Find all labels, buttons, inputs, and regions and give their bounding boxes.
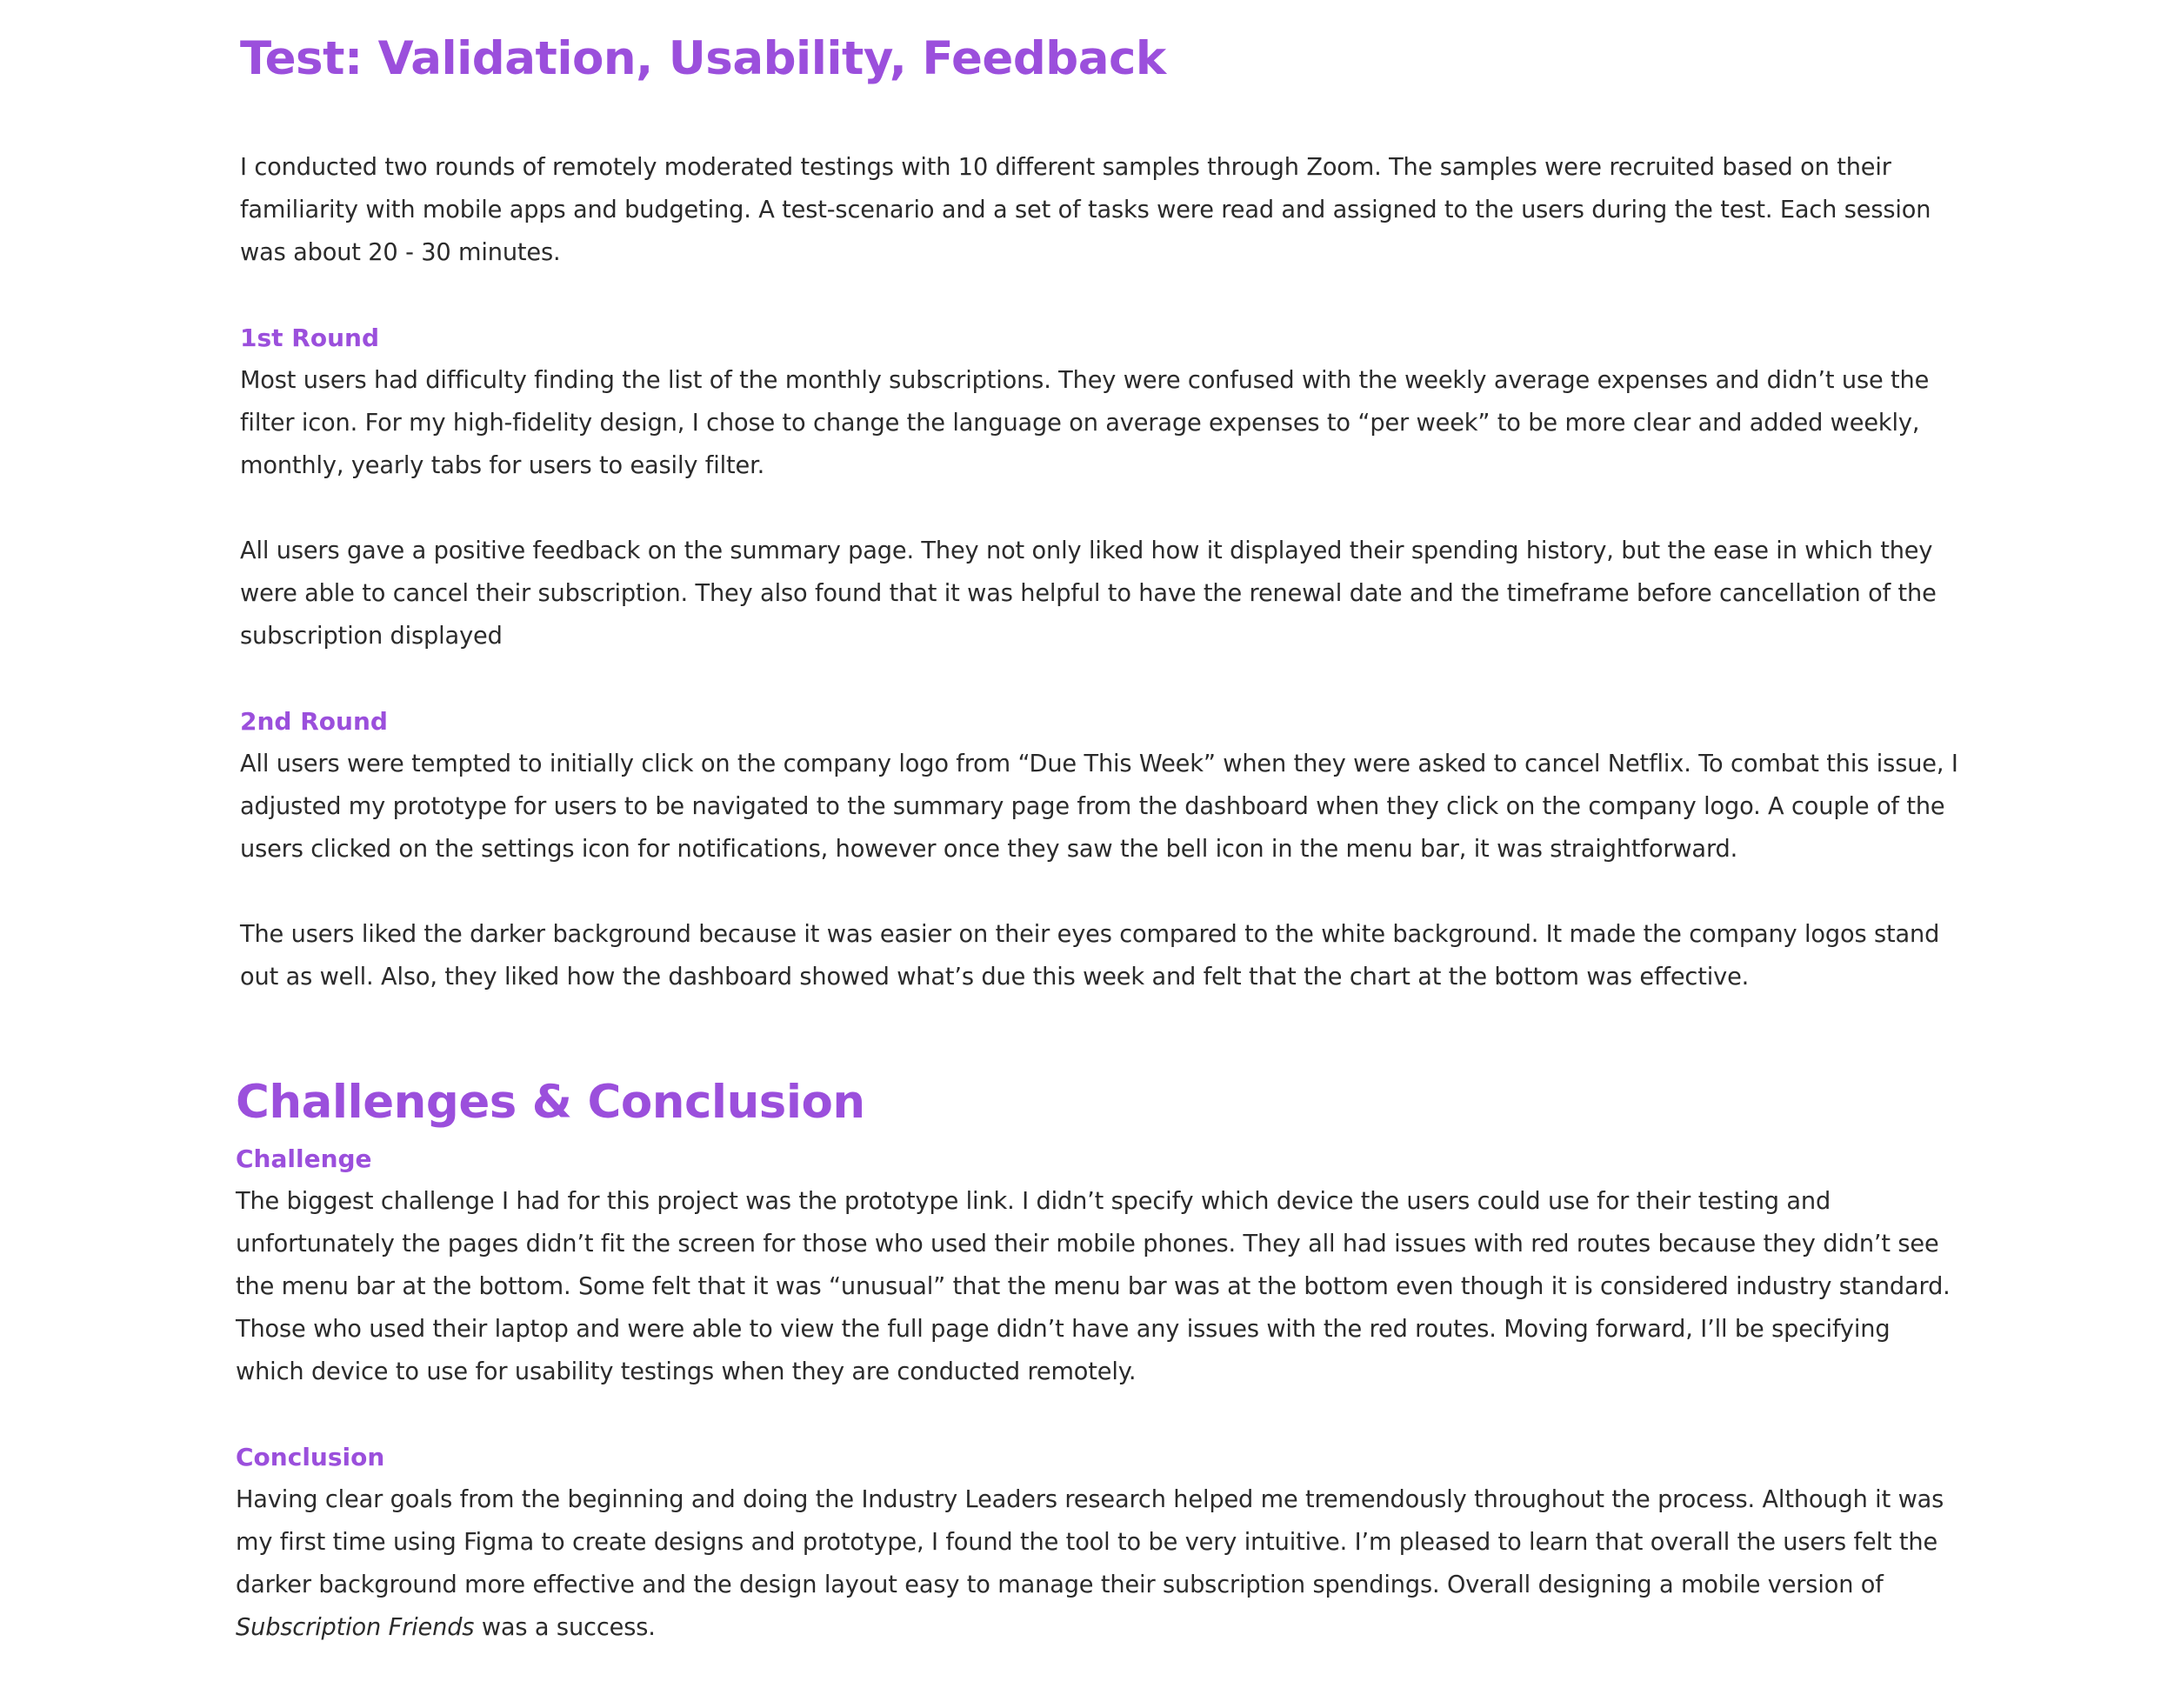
project-name-italic: Subscription Friends — [236, 1614, 475, 1641]
spacer — [240, 871, 1962, 913]
conclusion-section — [236, 1068, 1957, 1649]
conclusion-heading: Conclusion — [236, 1443, 385, 1471]
test-section — [240, 24, 1962, 998]
round-2-heading: 2nd Round — [240, 707, 388, 736]
challenge-paragraph: The biggest challenge I had for this project was the prototype link. I didn’t specify which device the users could use for their testing and unfortunately the pages didn’t fit the screen for those who used their mobile phones. They all had issues with red routes because they didn’t see the menu bar at the bottom. Some felt that it was “unusual” that the menu bar was at the bottom even though it is considered industry standard. Those who used their laptop and were able to view the full page didn’t have any issues with the red routes. Moving forward, I’ll be specifying which device to use for usability testings when they are conducted remotely. — [236, 1188, 1951, 1385]
spacer — [236, 1393, 1957, 1436]
spacer — [240, 274, 1962, 317]
conclusion-section-title: Challenges & Conclusion — [236, 1076, 865, 1129]
round-1-paragraph-1: Most users had difficulty finding the list of the monthly subscriptions. They were confused with the weekly average expenses and didn’t use the filter icon. For my high-fidelity design, I chose to change the language on average expenses to “per week” to be more clear and added weekly, monthly, yearly tabs for users to easily filter. — [240, 367, 1930, 479]
test-intro-paragraph: I conducted two rounds of remotely moderated testings with 10 different samples through Zoom. The samples were recruited based on their familiarity with mobile apps and budgeting. A test-scenario and a set of tasks were read and assigned to the users during the test. Each session was about 20 - 30 minutes. — [240, 154, 1931, 266]
conclusion-text-end: was a success. — [474, 1614, 656, 1641]
spacer — [240, 487, 1962, 530]
spacer — [240, 657, 1962, 700]
round-2-paragraph-1: All users were tempted to initially click on the company logo from “Due This Week” when they were asked to cancel Netflix. To combat this issue, I adjusted my prototype for users to be navigated to the summary page from the dashboard when they click on the company logo. A couple of the users clicked on the settings icon for notifications, however once they saw the bell icon in the menu bar, it was straightforward. — [240, 751, 1958, 863]
round-1-paragraph-2: All users gave a positive feedback on the summary page. They not only liked how it displayed their spending history, but the ease in which they were able to cancel their subscription. They also found that it was helpful to have the renewal date and the timeframe before cancellation of the subscription displayed — [240, 537, 1937, 650]
conclusion-paragraph — [236, 1478, 1957, 1649]
test-section-title: Test: Validation, Usability, Feedback — [240, 32, 1166, 85]
round-1-heading: 1st Round — [240, 324, 379, 352]
conclusion-text-start: Having clear goals from the beginning and doing the Industry Leaders research helped me tremendously throughout the process. Although it was my first time using Figma to create designs and prototype, I found the tool to be very intuitive. I’m pleased to learn that overall the users felt the darker background more effective and the design layout easy to manage their subscription spendings. Overall designing a mobile version of — [236, 1486, 1944, 1598]
round-2-paragraph-2: The users liked the darker background because it was easier on their eyes compared to the white background. It made the company logos stand out as well. Also, they liked how the dashboard showed what’s due this week and felt that the chart at the bottom was effective. — [240, 921, 1940, 991]
challenge-heading: Challenge — [236, 1144, 372, 1173]
